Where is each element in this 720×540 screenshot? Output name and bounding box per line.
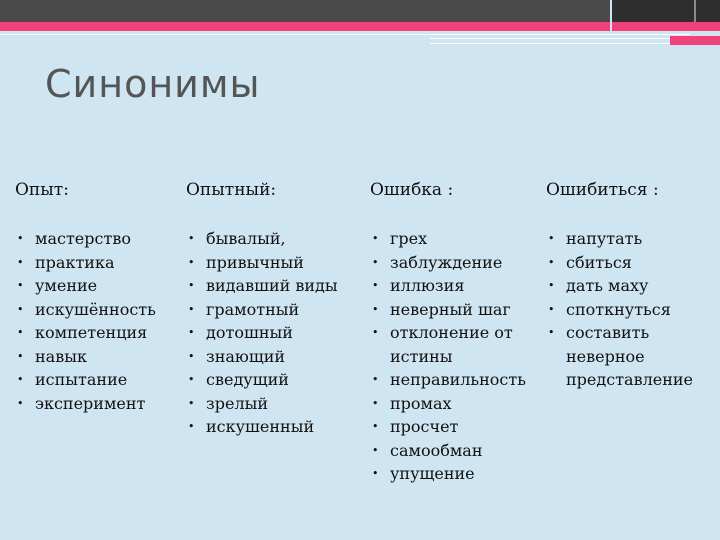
list-item [546, 227, 716, 251]
bullet-icon: • [17, 349, 24, 363]
bullet-icon: • [188, 326, 195, 339]
bullet-icon: • [372, 302, 379, 316]
list-item [15, 392, 156, 416]
list-item [186, 368, 338, 392]
list-item-text: упущение [390, 464, 475, 483]
bullet-icon: • [17, 255, 24, 269]
pink-accent-bar-right [612, 22, 720, 31]
bullet-icon: • [188, 255, 195, 269]
bullet-icon: • [188, 420, 195, 433]
top-divider-2 [694, 0, 696, 22]
pink-accent-small [670, 36, 720, 45]
bullet-icon: • [188, 373, 195, 386]
list-item-text: мастерство [35, 229, 131, 248]
list-item-text: отклонение от истины [390, 323, 513, 366]
list-item-text: самообман [390, 440, 483, 460]
list-item-text: знающий [206, 346, 286, 366]
list-item [370, 392, 540, 416]
list-item [15, 274, 156, 298]
column-heading: Ошибиться : [546, 180, 659, 200]
bullet-icon: • [17, 396, 24, 410]
bullet-icon: • [372, 255, 379, 269]
list-item-text: неправильность [390, 370, 526, 389]
list-item [370, 415, 540, 439]
list-item-text: бывалый, [206, 229, 286, 248]
synonym-list [186, 227, 338, 439]
list-item-text: видавший виды [206, 276, 338, 295]
bullet-icon: • [17, 232, 24, 245]
list-item-text: испытание [35, 370, 128, 389]
list-item [370, 321, 540, 368]
bullet-icon: • [548, 279, 555, 292]
pink-accent-bar [0, 22, 610, 31]
bullet-icon: • [372, 443, 379, 457]
list-item-text: дать маху [566, 276, 649, 295]
page-title: Синонимы [45, 62, 261, 106]
synonym-list [15, 227, 156, 415]
list-item [370, 227, 540, 251]
list-item-text: напутать [566, 229, 643, 248]
list-item [186, 321, 338, 345]
list-item-text: искушённость [35, 299, 156, 319]
bullet-icon: • [372, 232, 379, 245]
bullet-icon: • [372, 373, 379, 386]
bullet-icon: • [372, 279, 379, 292]
list-item [370, 462, 540, 486]
bullet-icon: • [188, 349, 195, 363]
bullet-icon: • [17, 302, 24, 316]
list-item [15, 227, 156, 251]
list-item [546, 274, 716, 298]
bullet-icon: • [17, 279, 24, 292]
list-item [186, 415, 338, 439]
list-item [186, 298, 338, 322]
list-item [370, 368, 540, 392]
list-item [15, 345, 156, 369]
bullet-icon: • [188, 302, 195, 316]
bullet-icon: • [372, 396, 379, 410]
top-dark-bar-right [612, 0, 720, 22]
list-item [546, 251, 716, 275]
synonym-list [546, 227, 716, 392]
list-item [186, 227, 338, 251]
bullet-icon: • [17, 326, 24, 339]
synonym-list [370, 227, 540, 486]
list-item-text: грех [390, 229, 428, 248]
list-item [370, 251, 540, 275]
list-item-text: эксперимент [35, 393, 146, 413]
list-item [186, 274, 338, 298]
list-item-text: иллюзия [390, 276, 465, 295]
bullet-icon: • [188, 279, 195, 292]
list-item [546, 298, 716, 322]
list-item [370, 439, 540, 463]
list-item-text: споткнуться [566, 299, 671, 319]
decor-line [0, 34, 690, 35]
column-heading: Опытный: [186, 180, 277, 200]
list-item-text: составить неверное представление [566, 323, 694, 389]
list-item [15, 368, 156, 392]
bullet-icon: • [372, 326, 379, 339]
list-item [370, 274, 540, 298]
list-item-text: сведущий [206, 370, 289, 389]
list-item [15, 321, 156, 345]
list-item-text: дотошный [206, 323, 293, 342]
bullet-icon: • [548, 255, 555, 269]
list-item-text: заблуждение [390, 252, 503, 272]
decor-line [430, 38, 670, 39]
column-heading: Ошибка : [370, 180, 454, 200]
list-item [15, 251, 156, 275]
top-dark-bar [0, 0, 610, 22]
list-item [15, 298, 156, 322]
list-item [186, 251, 338, 275]
list-item-text: зрелый [206, 393, 268, 413]
list-item-text: навык [35, 346, 87, 366]
bullet-icon: • [17, 373, 24, 386]
list-item [546, 321, 716, 392]
bullet-icon: • [548, 232, 555, 245]
list-item-text: сбиться [566, 252, 632, 272]
bullet-icon: • [548, 302, 555, 316]
list-item-text: умение [35, 276, 98, 295]
list-item-text: практика [35, 252, 115, 272]
bullet-icon: • [372, 467, 379, 480]
bullet-icon: • [188, 232, 195, 245]
list-item [186, 345, 338, 369]
bullet-icon: • [372, 420, 379, 433]
list-item [370, 298, 540, 322]
bullet-icon: • [188, 396, 195, 410]
list-item-text: грамотный [206, 299, 300, 319]
list-item-text: неверный шаг [390, 299, 511, 319]
list-item-text: искушенный [206, 417, 315, 436]
list-item-text: привычный [206, 252, 304, 272]
list-item-text: компетенция [35, 323, 148, 342]
list-item-text: просчет [390, 417, 459, 436]
bullet-icon: • [548, 326, 555, 339]
list-item [186, 392, 338, 416]
column-heading: Опыт: [15, 180, 69, 200]
decor-line [430, 43, 670, 44]
list-item-text: промах [390, 393, 452, 413]
